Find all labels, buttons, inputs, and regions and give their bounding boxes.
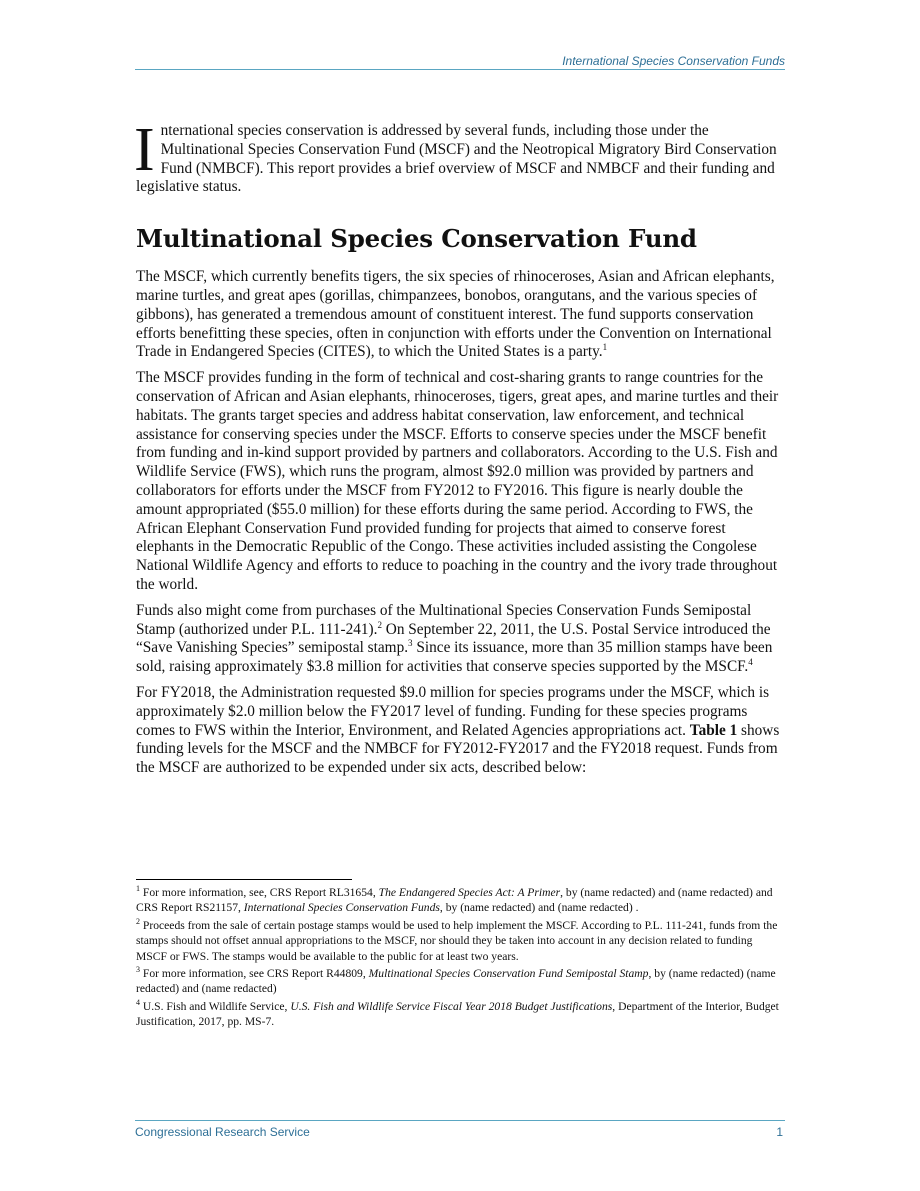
main-content — [134, 116, 786, 785]
footnote-3: $^3$ For more information, see CRS Report R44809, Multinational Species Conservation Fund Semipostal Stamp, by (name redacted) (name redacted) and (name redacted) — [136, 965, 776, 996]
footnote-ref-3[interactable]: 3 — [408, 638, 413, 649]
footnote-4: $^4$ U.S. Fish and Wildlife Service, U.S. Fish and Wildlife Service Fiscal Year 2018 Budget Justifications, Department of the Interior, Budget Justification, 2017, pp. MS-7. — [136, 997, 779, 1029]
header-title: International Species Conservation Funds — [562, 54, 785, 68]
footnote-divider — [136, 879, 352, 880]
running-header — [135, 53, 785, 70]
footnote-ref-4[interactable]: 4 — [748, 657, 753, 668]
paragraph-1: The MSCF, which currently benefits tigers, the six species of rhinoceroses, Asian and African elephants, marine turtles, and great apes (gorillas, chimpanzees, bonobos, orangutans, and the various species of gibbons), has generated a tremendous amount of constituent interest. The fund supports conservation efforts benefitting these species, often in conjunction with efforts under the Convention on International Trade in Endangered Species (CITES), to which the United States is a party.$^1$ — [136, 268, 775, 361]
report-link-rl31654[interactable]: The Endangered Species Act: A Primer — [378, 886, 561, 899]
budget-justification-title: U.S. Fish and Wildlife Service Fiscal Year 2018 Budget Justifications — [290, 999, 613, 1013]
footnote-2: $^2$ Proceeds from the sale of certain postage stamps would be used to help implement the MSCF. According to P.L. 111-241, funds from the stamps should not offset annual appropriations to the MSCF, nor should they be taken into account in any decision related to funding MSCF or FWS. The stamps would be available to the public for at least two years. — [136, 916, 778, 963]
drop-cap: I — [134, 116, 155, 184]
footnote-1: $^1$ For more information, see, CRS Report RL31654, The Endangered Species Act: A Primer, by (name redacted) and (name redacted) and CRS Report RS21157, International Species Conservation Funds, by (name redacted) and (name redacted) . — [136, 884, 773, 915]
paragraph-3: Funds also might come from purchases of the Multinational Species Conservation Funds Semipostal Stamp (authorized under P.L. 111-241).$^2$ On September 22, 2011, the U.S. Postal Service introduced the “Save Vanishing Species” semipostal stamp.$^3$ Since its issuance, more than 35 million stamps have been sold, raising approximately $3.8 million for activities that conserve species supported by the MSCF.$^4$ — [136, 601, 773, 676]
page-number: 1 — [776, 1125, 783, 1139]
section-heading: Multinational Species Conservation Fund — [136, 224, 697, 254]
intro-paragraph — [134, 116, 786, 197]
footnotes — [136, 885, 786, 1032]
footnote-ref-1[interactable]: 1 — [602, 342, 608, 353]
paragraph-2: The MSCF provides funding in the form of technical and cost-sharing grants to range countries for the conservation of African and Asian elephants, rhinoceroses, tigers, great apes, and marine turtles and their habitats. The grants target species and address habitat conservation, law enforcement, and technical assistance for conserving species under the MSCF. Efforts to conserve species under the MSCF benefit from funding and in-kind support provided by partners and collaborators. According to the U.S. Fish and Wildlife Service (FWS), which runs the program, almost $92.0 million was provided by partners and collaborators for efforts under the MSCF from FY2012 to FY2016. This figure is nearly double the amount appropriated ($55.0 million) for these efforts during the same period. According to FWS, the African Elephant Conservation Fund provided funding for projects that aimed to conserve forest elephants in the Democratic Republic of the Congo. These activities included assisting the Congolese National Wildlife Agency and efforts to reduce to poaching in the country and the ivory trade throughout the world. — [136, 369, 779, 593]
report-link-rs21157[interactable]: International Species Conservation Funds — [243, 901, 440, 915]
table-1-link[interactable]: Table 1 — [689, 721, 738, 739]
footnote-ref-2[interactable]: 2 — [377, 619, 382, 630]
footer-source: Congressional Research Service — [135, 1125, 310, 1139]
paragraph-4: For FY2018, the Administration requested $9.0 million for species programs under the MSCF, which is approximately $2.0 million below the FY2017 level of funding. Funding for these species programs comes to FWS within the Interior, Environment, and Related Agencies appropriations act. Table 1 shows funding levels for the MSCF and the NMBCF for FY2012-FY2017 and the FY2018 request. Funds from the MSCF are authorized to be expended under six acts, described below: — [136, 683, 780, 777]
intro-text: nternational species conservation is addressed by several funds, including those under the Multinational Species Conservation Fund (MSCF) and the Neotropical Migratory Bird Conservation Fund (NMBCF). This report provides a brief overview of MSCF and NMBCF and their funding and legislative status. — [136, 122, 777, 196]
page-footer — [135, 1120, 785, 1139]
report-link-r44809[interactable]: Multinational Species Conservation Fund Semipostal Stamp — [368, 967, 649, 981]
